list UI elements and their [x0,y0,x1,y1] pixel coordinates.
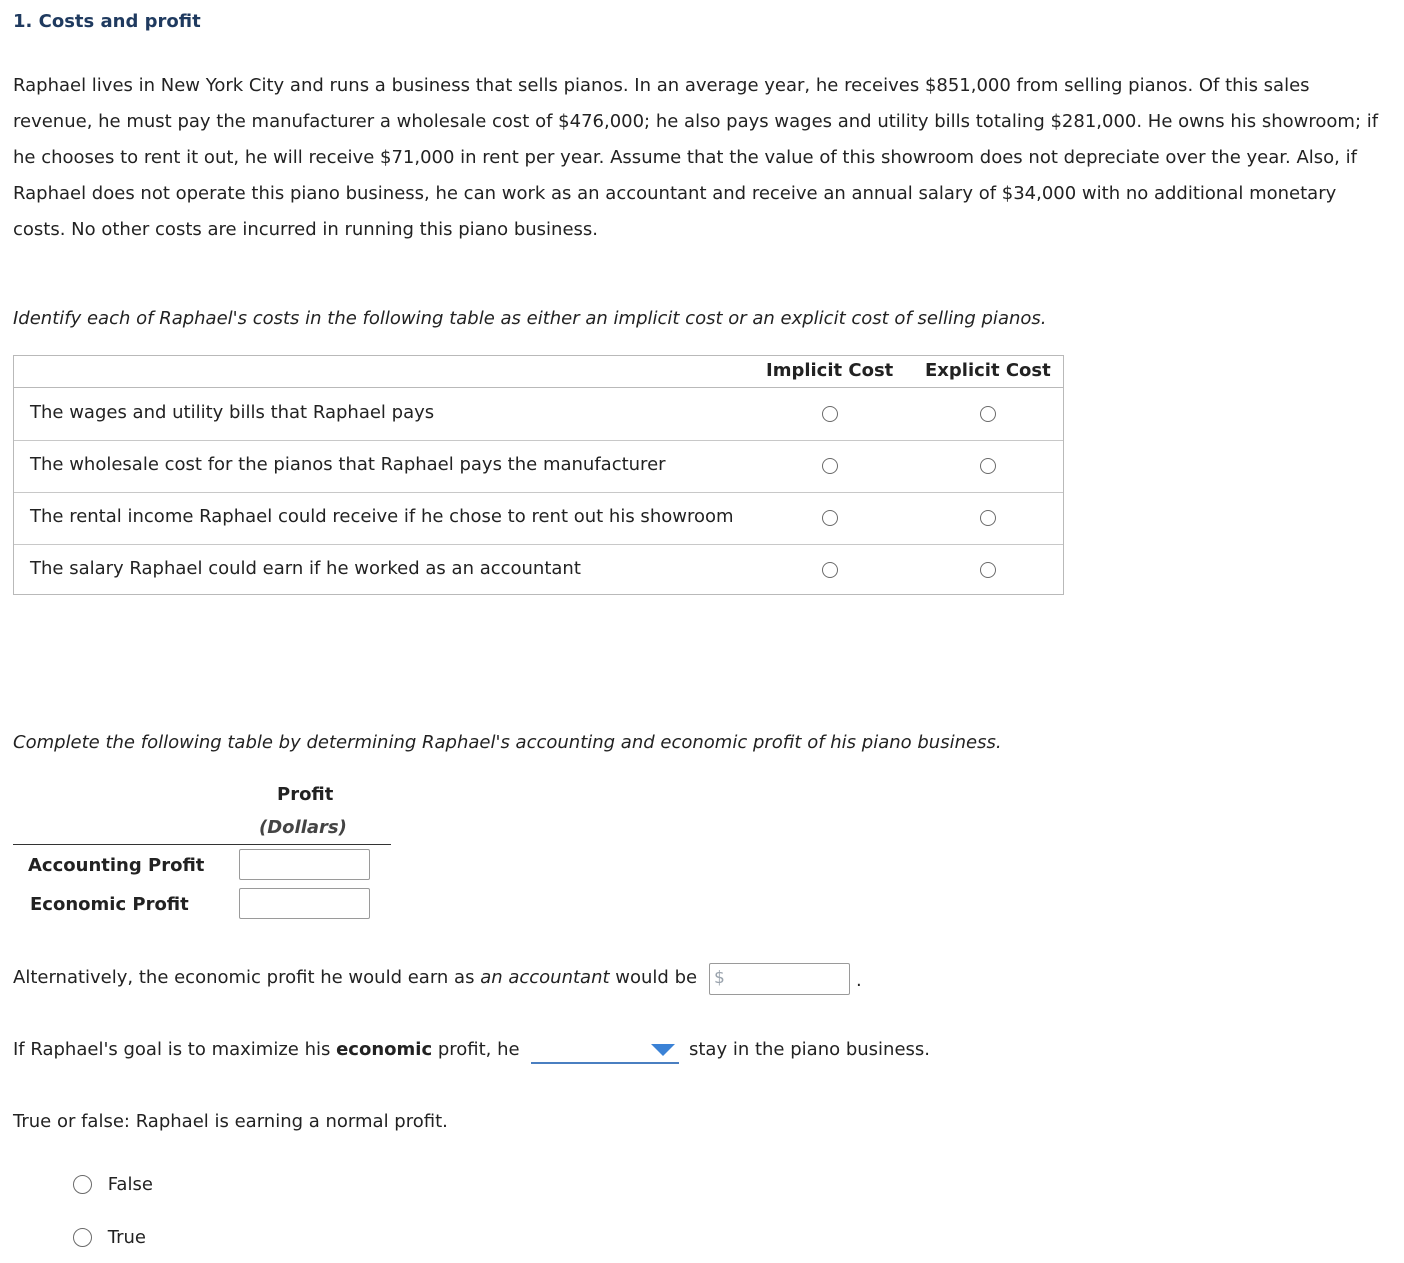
table-row [14,492,1063,545]
explicit-radio[interactable] [980,562,996,578]
row-label: The rental income Raphael could receive if he chose to rent out his showroom [30,506,734,527]
col-implicit-cost: Implicit Cost [766,360,894,381]
normal-profit-question: True or false: Raphael is earning a normal profit. [13,1111,448,1132]
accounting-profit-label: Accounting Profit [28,855,205,876]
implicit-radio[interactable] [822,406,838,422]
option-false[interactable] [73,1173,153,1195]
cost-table-header [14,356,1063,388]
implicit-radio[interactable] [822,510,838,526]
accountant-profit-input[interactable] [709,963,850,995]
false-radio[interactable] [73,1175,92,1194]
cost-instruction: Identify each of Raphael's costs in the following table as either an implicit cost or an explicit cost of selling pianos. [13,308,1047,329]
chevron-down-icon[interactable] [651,1044,675,1056]
goal-text-middle: profit, he [432,1039,520,1060]
table-row [14,388,1063,441]
text-before: Alternatively, the economic profit he would earn as [13,967,481,988]
question-title: 1. Costs and profit [13,11,201,32]
false-label: False [107,1173,153,1195]
profit-header: Profit [277,784,334,805]
explicit-radio[interactable] [980,406,996,422]
economic-profit-label: Economic Profit [30,894,189,915]
option-true[interactable] [73,1226,146,1248]
col-explicit-cost: Explicit Cost [925,360,1051,381]
profit-header-divider [13,844,391,845]
goal-text-bold: economic [336,1039,433,1060]
row-label: The wholesale cost for the pianos that Raphael pays the manufacturer [30,454,666,475]
explicit-radio[interactable] [980,458,996,474]
accounting-profit-input[interactable] [239,849,370,880]
true-label: True [107,1226,146,1248]
true-radio[interactable] [73,1228,92,1247]
text-italic: an accountant [480,967,610,988]
implicit-radio[interactable] [822,562,838,578]
row-label: The wages and utility bills that Raphael pays [30,402,435,423]
profit-instruction: Complete the following table by determining Raphael's accounting and economic profit of his piano business. [13,732,1002,753]
explicit-radio[interactable] [980,510,996,526]
sentence-period: . [856,970,862,991]
profit-header-units: (Dollars) [259,817,347,838]
table-row [14,544,1063,596]
goal-text [13,1039,520,1060]
accountant-profit-text [13,967,697,988]
economic-profit-input[interactable] [239,888,370,919]
stay-leave-dropdown[interactable] [531,1038,679,1064]
cost-table [13,355,1064,595]
goal-text-after: stay in the piano business. [689,1039,931,1060]
implicit-radio[interactable] [822,458,838,474]
table-row [14,440,1063,493]
goal-text-before: If Raphael's goal is to maximize his [13,1039,337,1060]
row-label: The salary Raphael could earn if he worked as an accountant [30,558,581,579]
scenario-text: Raphael lives in New York City and runs a business that sells pianos. In an average year, he receives $851,000 from selling pianos. Of this sales revenue, he must pay the manufacturer a wholesale cost of $476,000; he also pays wages and utility bills totaling $281,000. He owns his showroom; if he chooses to rent it out, he will receive $71,000 in rent per year. Assume that the value of this showroom does not depreciate over the year. Also, if Raphael does not operate this piano business, he can work as an accountant and receive an annual salary of $34,000 with no additional monetary costs. No other costs are incurred in running this piano business. [13,75,1379,240]
dollar-sign-icon: $ [714,968,725,988]
text-after: would be [609,967,698,988]
